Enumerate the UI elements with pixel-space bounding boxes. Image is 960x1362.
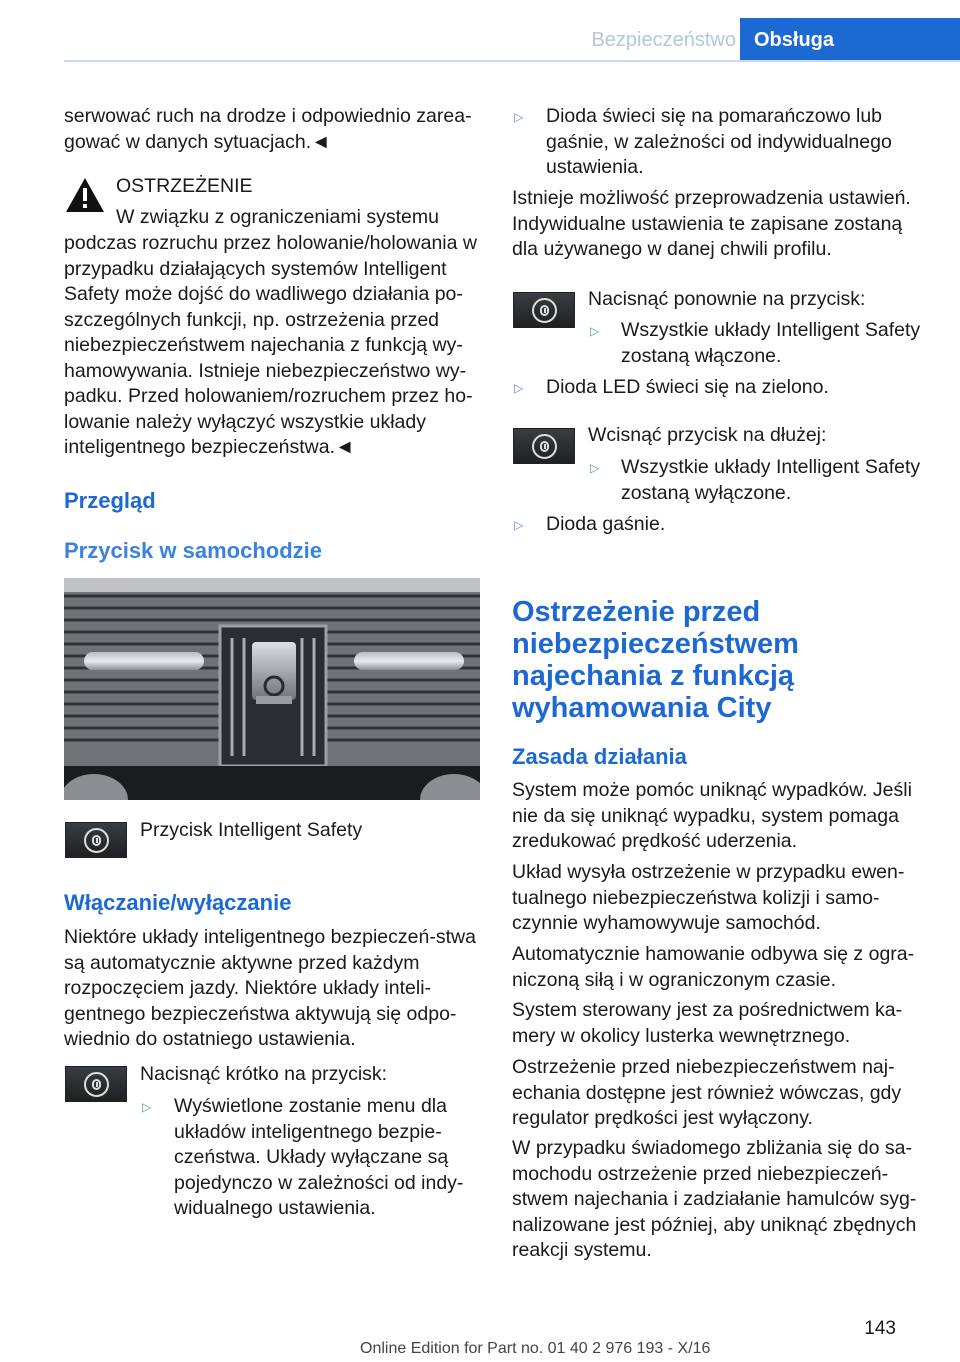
page-number: 143	[864, 1318, 896, 1339]
principle-p2: Układ wysyła ostrzeżenie w przypadku ewen-tualnego niebezpieczeństwa kolizji i samo-czynnie wyhamowywuje samochód.	[512, 861, 905, 934]
intelligent-safety-button-icon	[65, 822, 127, 858]
principle-p4: System sterowany jest za pośrednictwem ka-mery w okolicy lusterka wewnętrznego.	[512, 999, 903, 1047]
heading-overview: Przegląd	[64, 488, 156, 513]
press-short-result: Wyświetlone zostanie menu dla układów inteligentnego bezpie-czeństwa. Układy wyłączane są pojedynczo w zależności od indy-widualnego ustawienia.	[174, 1095, 464, 1219]
press-again-text: Nacisnąć ponownie na przycisk:	[588, 288, 866, 310]
warning-body: podczas rozruchu przez holowanie/holowania w przypadku działających systemów Intelligent Safety może dojść do wadliwego działania po-szczególnych funkcji, np. ostrzeżenia przed niebezpieczeństwem najechania z funkcją wy-hamowywania. Istnieje niebezpieczeństwo wy-padku. Przed holowaniem/rozruchem przez ho-lowanie należy wyłączyć wszystkie układy inteligentnego bezpieczeństwa.◄	[64, 232, 477, 458]
warning-first-line: W związku z ograniczeniami systemu	[116, 206, 439, 228]
triangle-bullet-icon: ▷	[514, 110, 524, 124]
all-off-text: Wszystkie układy Intelligent Safety zostaną wyłączone.	[621, 456, 921, 504]
triangle-bullet-icon: ▷	[590, 324, 600, 338]
warning-icon	[64, 176, 106, 214]
on-off-text: Niektóre układy inteligentnego bezpieczeń-stwa są automatycznie aktywne przed każdym rozpoczęciem jazdy. Niektóre układy inteli-gentnego bezpieczeństwa aktywują się odpo-wiednio do ostatniego ustawienia.	[64, 926, 476, 1050]
led-off-text: Dioda gaśnie.	[546, 513, 666, 535]
warning-title: OSTRZEŻENIE	[116, 175, 253, 197]
intelligent-safety-button-icon	[513, 428, 575, 464]
heading-on-off: Włączanie/wyłączanie	[64, 890, 292, 915]
press-long-text: Wcisnąć przycisk na dłużej:	[588, 424, 827, 446]
led-orange-text: Dioda świeci się na pomarańczowo lub gaśnie, w zależności od indywidualnego ustawienia.	[546, 105, 892, 178]
principle-p3: Automatycznie hamowanie odbywa się z ogra-niczoną siłą i w ograniczonym czasie.	[512, 943, 915, 991]
intro-text: serwować ruch na drodze i odpowiednio zarea-gować w danych sytuacjach.◄	[64, 105, 472, 153]
principle-p6: W przypadku świadomego zbliżania się do sa-mochodu ostrzeżenie przed niebezpieczeń-stwem najechania i zadziałanie hamulców syg-nalizowane jest później, aby uniknąć zbędnych reakcji systemu.	[512, 1137, 917, 1261]
edition-footer: Online Edition for Part no. 01 40 2 976 193 - X/16	[360, 1340, 711, 1357]
all-on-text: Wszystkie układy Intelligent Safety zostaną włączone.	[621, 319, 921, 367]
principle-p1: System może pomóc uniknąć wypadków. Jeśli nie da się uniknąć wypadku, system pomaga zredukować prędkość uderzenia.	[512, 779, 912, 852]
press-short-text: Nacisnąć krótko na przycisk:	[140, 1063, 388, 1085]
triangle-bullet-icon: ▷	[590, 461, 600, 475]
intelligent-safety-button-icon	[513, 292, 575, 328]
triangle-bullet-icon: ▷	[514, 518, 524, 532]
principle-p5: Ostrzeżenie przed niebezpieczeństwem naj-echania dostępne jest również wówczas, gdy regulator prędkości jest wyłączony.	[512, 1056, 902, 1129]
header-rule	[64, 60, 960, 62]
dashboard-photo	[64, 578, 480, 800]
header-active-tab[interactable]: Obsługa	[740, 18, 960, 62]
heading-button-in-car: Przycisk w samochodzie	[64, 538, 322, 563]
triangle-bullet-icon: ▷	[142, 1100, 152, 1114]
led-green-text: Dioda LED świeci się na zielono.	[546, 376, 829, 398]
header-section-tab[interactable]: Bezpieczeństwo	[591, 29, 736, 51]
triangle-bullet-icon: ▷	[514, 381, 524, 395]
button-caption: Przycisk Intelligent Safety	[140, 819, 363, 841]
settings-text: Istnieje możliwość przeprowadzenia ustawień. Indywidualne ustawienia te zapisane zostaną dla używanego w danej chwili profilu.	[512, 187, 911, 260]
heading-principle: Zasada działania	[512, 744, 687, 769]
intelligent-safety-button-icon	[65, 1066, 127, 1102]
heading-city-brake: Ostrzeżenie przed niebezpieczeństwem najechania z funkcją wyhamowania City	[512, 596, 799, 724]
